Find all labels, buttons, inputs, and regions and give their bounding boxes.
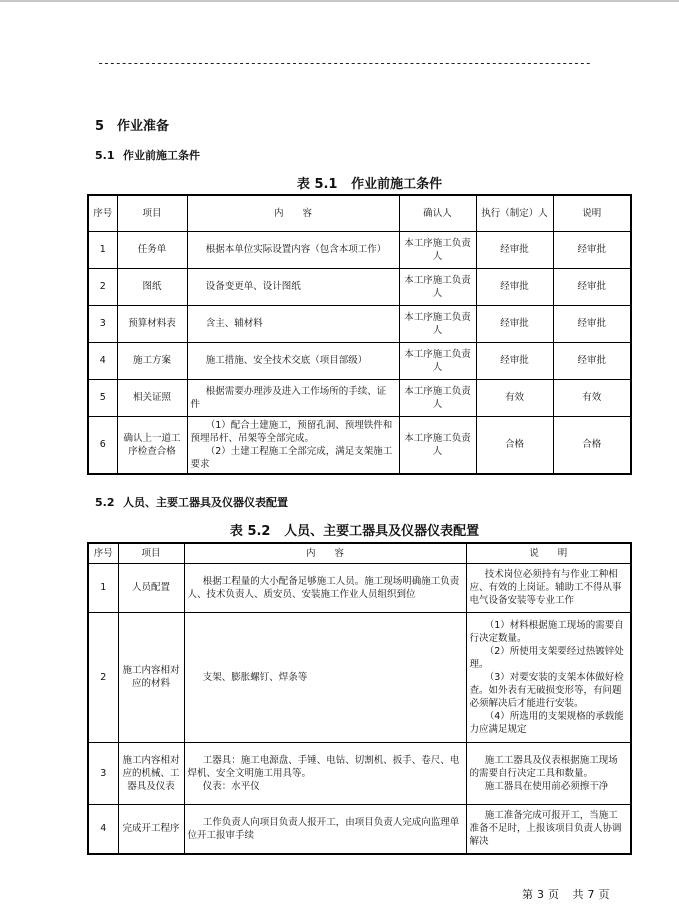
header-cell: 执行（制定）人 xyxy=(476,195,553,231)
table-row xyxy=(88,612,631,742)
table-row xyxy=(88,804,631,854)
section-number: 5.1 xyxy=(95,149,115,162)
row-item: 预算材料表 xyxy=(117,305,187,342)
header-cell: 项目 xyxy=(117,195,187,231)
row-executor: 经审批 xyxy=(476,305,553,342)
row-content: 根据需要办理涉及进入工作场所的手续、证件 xyxy=(187,379,399,416)
row-note: 合格 xyxy=(553,416,631,474)
row-item: 图纸 xyxy=(117,268,187,305)
row-confirmer: 本工序施工负责人 xyxy=(399,379,476,416)
row-content: 工作负责人向项目负责人报开工，由项目负责人完成向监理单位开工报审手续 xyxy=(184,804,466,854)
row-content: 施工措施、安全技术交底（项目部级） xyxy=(187,342,399,379)
caption-title: 作业前施工条件 xyxy=(351,177,443,192)
row-executor: 合格 xyxy=(476,416,553,474)
row-executor: 有效 xyxy=(476,379,553,416)
row-confirmer: 本工序施工负责人 xyxy=(399,268,476,305)
row-number: 4 xyxy=(88,804,118,854)
section-title: 作业前施工条件 xyxy=(123,149,200,162)
row-number: 5 xyxy=(88,379,117,416)
table-row xyxy=(88,305,631,342)
row-content: 含主、辅材料 xyxy=(187,305,399,342)
row-executor: 经审批 xyxy=(476,231,553,268)
row-note: 经审批 xyxy=(553,342,631,379)
row-item: 人员配置 xyxy=(118,563,184,612)
header-cell: 序号 xyxy=(88,543,118,563)
row-confirmer: 本工序施工负责人 xyxy=(399,231,476,268)
row-number: 2 xyxy=(88,612,118,742)
header-cell: 内 容 xyxy=(184,543,466,563)
row-executor: 经审批 xyxy=(476,268,553,305)
row-item: 任务单 xyxy=(117,231,187,268)
section-title: 作业准备 xyxy=(117,119,170,134)
row-content: 设备变更单、设计图纸 xyxy=(187,268,399,305)
header-cell: 项目 xyxy=(118,543,184,563)
section-5-1-heading xyxy=(95,147,200,163)
total-label: 共 xyxy=(572,888,584,901)
header-cell: 序号 xyxy=(88,195,117,231)
table-row xyxy=(88,563,631,612)
section-5-2-heading xyxy=(95,494,288,510)
row-confirmer: 本工序施工负责人 xyxy=(399,342,476,379)
row-content: 支架、膨胀螺钉、焊条等 xyxy=(184,612,466,742)
header-cell: 说明 xyxy=(553,195,631,231)
page-number: 3 xyxy=(537,888,544,901)
section-5-heading xyxy=(95,115,169,134)
note-line: 施工工器具及仪表根据施工现场的需要自行决定工具和数量。 xyxy=(469,754,618,779)
row-number: 6 xyxy=(88,416,117,474)
caption-title: 人员、主要工器具及仪器仪表配置 xyxy=(284,524,480,539)
note-line: 技术岗位必须持有与作业工种相应、有效的上岗证。辅助工不得从事电气设备安装等专业工作 xyxy=(469,569,622,606)
header-cell: 内 容 xyxy=(187,195,399,231)
content-line: 工器具：施工电源盘、手锤、电钻、切割机、扳手、卷尺、电焊机、安全文明施工用具等。 xyxy=(187,754,460,779)
table-5-1 xyxy=(87,194,632,475)
content-line: （2）土建工程施工全部完成，满足支架施工要求 xyxy=(190,445,393,470)
header-dashed-rule: ------------------------------------------------------------------------------------ xyxy=(97,56,591,70)
row-note xyxy=(466,804,631,854)
row-item: 相关证照 xyxy=(117,379,187,416)
section-number: 5 xyxy=(95,119,105,134)
row-item: 施工内容相对应的机械、工器具及仪表 xyxy=(118,742,184,804)
table-row xyxy=(88,742,631,804)
caption-number: 表 5.2 xyxy=(229,524,271,539)
table-row xyxy=(88,268,631,305)
table-5-1-caption xyxy=(0,173,679,192)
note-line: （2）所使用支架要经过热镀锌处理。 xyxy=(469,645,624,670)
header-cell: 确认人 xyxy=(399,195,476,231)
table-row xyxy=(88,416,631,474)
row-number: 3 xyxy=(88,742,118,804)
note-line: （1）材料根据施工现场的需要自行决定数量。 xyxy=(469,619,624,644)
row-item: 施工内容相对应的材料 xyxy=(118,612,184,742)
page-unit: 页 xyxy=(548,888,559,901)
table-header-row xyxy=(88,543,631,563)
header-cell: 说 明 xyxy=(466,543,631,563)
row-number: 1 xyxy=(88,231,117,268)
section-title: 人员、主要工器具及仪器仪表配置 xyxy=(123,496,288,509)
row-note: 经审批 xyxy=(553,305,631,342)
row-executor: 经审批 xyxy=(476,342,553,379)
page-label: 第 xyxy=(522,888,533,901)
note-line: 施工器具在使用前必须擦干净 xyxy=(484,780,609,792)
row-note xyxy=(466,612,631,742)
total-unit: 页 xyxy=(598,888,610,901)
row-content xyxy=(184,742,466,804)
row-confirmer: 本工序施工负责人 xyxy=(399,416,476,474)
row-content: 根据工程量的大小配备足够施工人员。施工现场明确施工负责人、技术负责人、质安员、安装施工作业人员组织到位 xyxy=(184,563,466,612)
table-header-row xyxy=(88,195,631,231)
row-note xyxy=(466,563,631,612)
row-content: 根据本单位实际设置内容（包含本项工作） xyxy=(187,231,399,268)
row-note: 有效 xyxy=(553,379,631,416)
table-5-2 xyxy=(87,542,632,855)
table-row xyxy=(88,342,631,379)
note-line: （4）所选用的支架规格的承载能力应满足规定 xyxy=(469,710,624,735)
table-row xyxy=(88,379,631,416)
content-line: （1）配合土建施工，预留孔洞、预埋铁件和预埋吊杆、吊架等全部完成。 xyxy=(190,419,393,444)
note-line: （3）对要安装的支架本体做好检查。如外表有无破损变形等，有问题必须解决后才能进行安装。 xyxy=(469,671,624,709)
page-footer xyxy=(522,886,614,902)
row-item: 完成开工程序 xyxy=(118,804,184,854)
row-number: 3 xyxy=(88,305,117,342)
total-pages: 7 xyxy=(587,888,595,901)
row-item: 施工方案 xyxy=(117,342,187,379)
caption-number: 表 5.1 xyxy=(296,177,338,192)
row-content xyxy=(187,416,399,474)
row-note xyxy=(466,742,631,804)
row-number: 2 xyxy=(88,268,117,305)
note-line: 施工准备完成可报开工，当施工准备不足时，上报该项目负责人协调解决 xyxy=(469,810,622,848)
section-number: 5.2 xyxy=(95,496,115,509)
top-border xyxy=(0,0,679,2)
row-number: 1 xyxy=(88,563,118,612)
row-number: 4 xyxy=(88,342,117,379)
row-note: 经审批 xyxy=(553,268,631,305)
table-5-2-caption xyxy=(0,520,679,539)
content-line: 仪表：水平仪 xyxy=(202,780,260,792)
row-item: 确认上一道工序检查合格 xyxy=(117,416,187,474)
row-confirmer: 本工序施工负责人 xyxy=(399,305,476,342)
table-row xyxy=(88,231,631,268)
row-note: 经审批 xyxy=(553,231,631,268)
